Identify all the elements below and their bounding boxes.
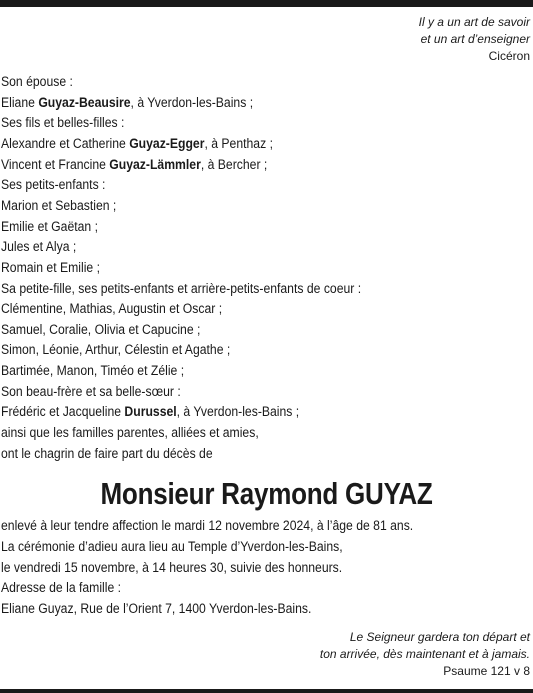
family-line xyxy=(1,382,181,402)
closing-line-1: Le Seigneur gardera ton départ et xyxy=(349,630,530,644)
family-line-text: Emilie et Gaëtan ; xyxy=(1,218,98,235)
family-line xyxy=(1,402,299,422)
top-border xyxy=(0,0,533,7)
bottom-border xyxy=(0,689,533,693)
detail-line: La cérémonie d’adieu aura lieu au Temple d’Yverdon-les-Bains, xyxy=(1,538,343,555)
family-line-text: Vincent et Francine xyxy=(1,156,110,173)
family-line-text: ainsi que les familles parentes, alliées et amies, xyxy=(1,425,259,442)
family-line-text: Ses petits-enfants : xyxy=(1,177,106,194)
family-location: , à Yverdon-les-Bains ; xyxy=(176,404,300,421)
family-surname: Guyaz-Egger xyxy=(129,135,205,152)
epigraph-source: Cicéron xyxy=(488,49,530,63)
family-line xyxy=(1,175,105,195)
family-location: , à Penthaz ; xyxy=(204,135,273,152)
family-line xyxy=(1,237,76,257)
detail-line: Adresse de la famille : xyxy=(1,580,122,597)
family-line xyxy=(1,423,259,443)
detail-line: le vendredi 15 novembre, à 14 heures 30, suivie des honneurs. xyxy=(1,559,343,576)
family-line-text: Bartimée, Manon, Timéo et Zélie ; xyxy=(1,363,185,380)
family-line-text: Ses fils et belles-filles : xyxy=(1,115,125,132)
epigraph-line-1: Il y a un art de savoir xyxy=(418,15,530,29)
family-line xyxy=(1,299,222,319)
family-line xyxy=(1,217,98,237)
family-line-text: Alexandre et Catherine xyxy=(1,135,130,152)
family-line-text: Son épouse : xyxy=(1,74,73,90)
family-line xyxy=(1,320,200,340)
detail-line: enlevé à leur tendre affection le mardi 12 novembre 2024, à l’âge de 81 ans. xyxy=(1,518,414,534)
family-line-text: Samuel, Coralie, Olivia et Capucine ; xyxy=(1,321,201,338)
family-line-text: Frédéric et Jacqueline xyxy=(1,404,125,421)
family-line xyxy=(1,113,124,133)
family-line-text: Son beau-frère et sa belle-sœur : xyxy=(1,383,181,400)
family-line xyxy=(1,444,213,464)
family-line-text: ont le chagrin de faire part du décès de xyxy=(1,445,213,462)
family-location: , à Yverdon-les-Bains ; xyxy=(130,94,254,111)
closing-quote xyxy=(320,629,530,680)
family-line xyxy=(1,340,230,360)
family-surname: Guyaz-Beausire xyxy=(38,94,131,111)
closing-line-2: ton arrivée, dès maintenant et à jamais. xyxy=(319,647,530,661)
family-line-text: Marion et Sebastien ; xyxy=(1,197,117,214)
detail-line: Eliane Guyaz, Rue de l’Orient 7, 1400 Yverdon-les-Bains. xyxy=(1,601,312,618)
family-line-text: Simon, Léonie, Arthur, Célestin et Agathe ; xyxy=(1,342,231,359)
family-line xyxy=(1,134,273,154)
family-surname: Durussel xyxy=(124,404,177,421)
family-line-text: Sa petite-fille, ses petits-enfants et arrière-petits-enfants de coeur : xyxy=(1,280,362,297)
family-line-text: Jules et Alya ; xyxy=(1,239,77,256)
family-surname: Guyaz-Lämmler xyxy=(109,156,201,173)
family-line xyxy=(1,196,116,216)
epigraph-line-2: et un art d’enseigner xyxy=(420,32,530,46)
family-line xyxy=(1,72,73,92)
family-line-text: Eliane xyxy=(1,94,39,111)
family-location: , à Bercher ; xyxy=(200,156,268,173)
family-line-text: Romain et Emilie ; xyxy=(1,259,101,276)
family-line xyxy=(1,361,184,381)
family-line xyxy=(1,155,267,175)
family-line xyxy=(1,258,100,278)
epigraph-quote xyxy=(419,14,530,65)
family-line-text: Clémentine, Mathias, Augustin et Oscar ; xyxy=(1,301,223,318)
closing-source: Psaume 121 v 8 xyxy=(443,664,530,678)
family-line xyxy=(1,279,361,299)
family-line xyxy=(1,93,253,113)
deceased-name: Monsieur Raymond GUYAZ xyxy=(100,476,433,511)
